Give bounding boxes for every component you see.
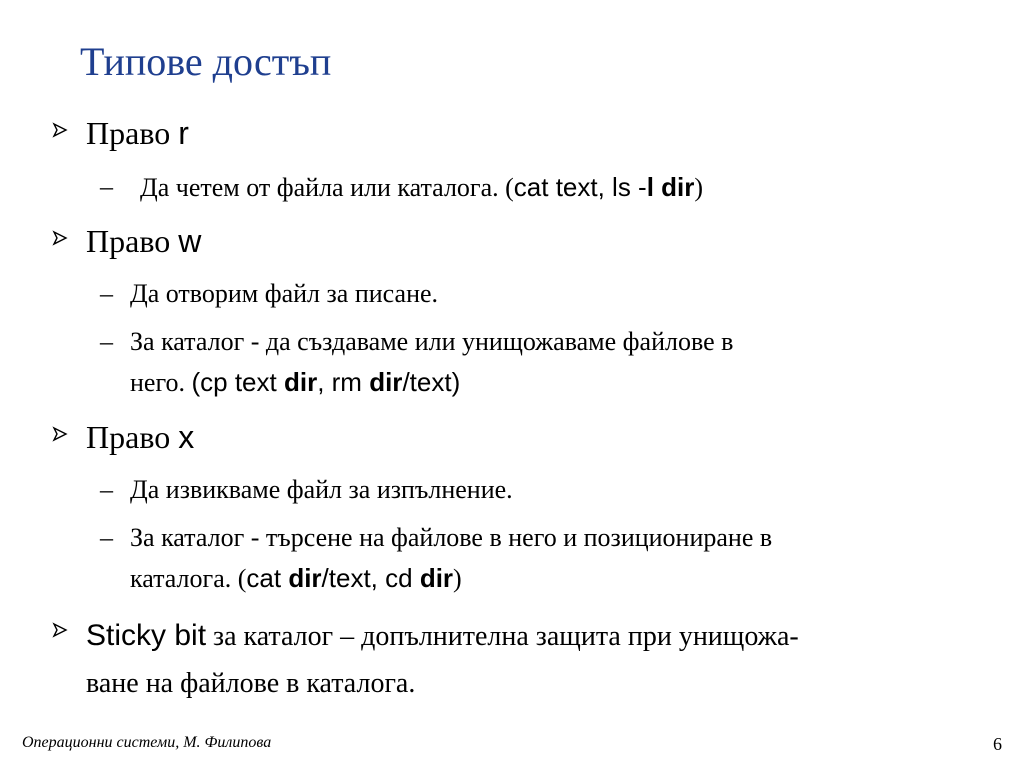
dash-bullet: – [100, 279, 113, 308]
subitem-text: Да отворим файл за писане. [130, 279, 439, 308]
footer-author: Операционни системи, М. Филипова [22, 734, 272, 751]
command-bold: l dir [646, 172, 695, 202]
bullet-sticky-bit [52, 612, 982, 706]
dash-bullet: – [100, 523, 113, 552]
command-text: cat [246, 563, 289, 593]
subitem-tail: ) [453, 564, 462, 593]
command-text: /text, cd [321, 563, 420, 593]
subitem-write-dir [100, 322, 980, 403]
arrow-bullet-icon [52, 622, 68, 638]
command-text: /text) [402, 367, 461, 397]
bullet-right-x [52, 416, 982, 458]
permission-code: x [178, 419, 195, 455]
subitem-write-file [100, 274, 980, 314]
command-bold: dir [283, 367, 318, 397]
bullet-right-w [52, 220, 982, 262]
subitem-read [100, 167, 980, 208]
bullet-label: Право [86, 223, 179, 259]
permission-code: Sticky bit [86, 619, 207, 652]
command-bold: dir [419, 563, 454, 593]
permission-code: w [178, 223, 202, 259]
subitem-text-line2: него. [130, 368, 192, 397]
subitem-text: Да извикваме файл за изпълнение. [130, 475, 513, 504]
arrow-bullet-icon [52, 426, 68, 442]
subitem-exec-file [100, 470, 980, 510]
subitem-text: За каталог - да създаваме или унищожаваме файлове в [130, 327, 734, 356]
bullet-text-line2: ване на файлове в каталога. [86, 668, 416, 699]
subitem-exec-dir [100, 518, 980, 599]
bullet-text: за каталог – допълнителна защита при унищожа- [206, 621, 799, 652]
dash-bullet: – [100, 475, 113, 504]
arrow-bullet-icon [52, 122, 68, 138]
slide-title: Типове достъп [80, 39, 332, 84]
bullet-label: Право [86, 115, 179, 151]
subitem-text: За каталог - търсене на файлове в него и позициониране в [130, 523, 773, 552]
dash-bullet: – [100, 327, 113, 356]
page-number: 6 [993, 734, 1002, 754]
permission-code: r [178, 115, 189, 151]
bullet-right-r [52, 112, 982, 154]
arrow-bullet-icon [52, 230, 68, 246]
dash-bullet: – [100, 172, 113, 201]
command-bold: dir [288, 563, 322, 593]
command-bold: dir [369, 367, 403, 397]
subitem-text: Да четем от файла или каталога. ( [140, 173, 514, 202]
subitem-text-line2: каталога. ( [130, 564, 247, 593]
command-text: cat text, ls - [513, 172, 647, 202]
subitem-tail: ) [694, 173, 704, 202]
command-text: (cp text [191, 367, 284, 397]
command-text: , rm [317, 367, 370, 397]
bullet-label: Право [86, 419, 179, 455]
